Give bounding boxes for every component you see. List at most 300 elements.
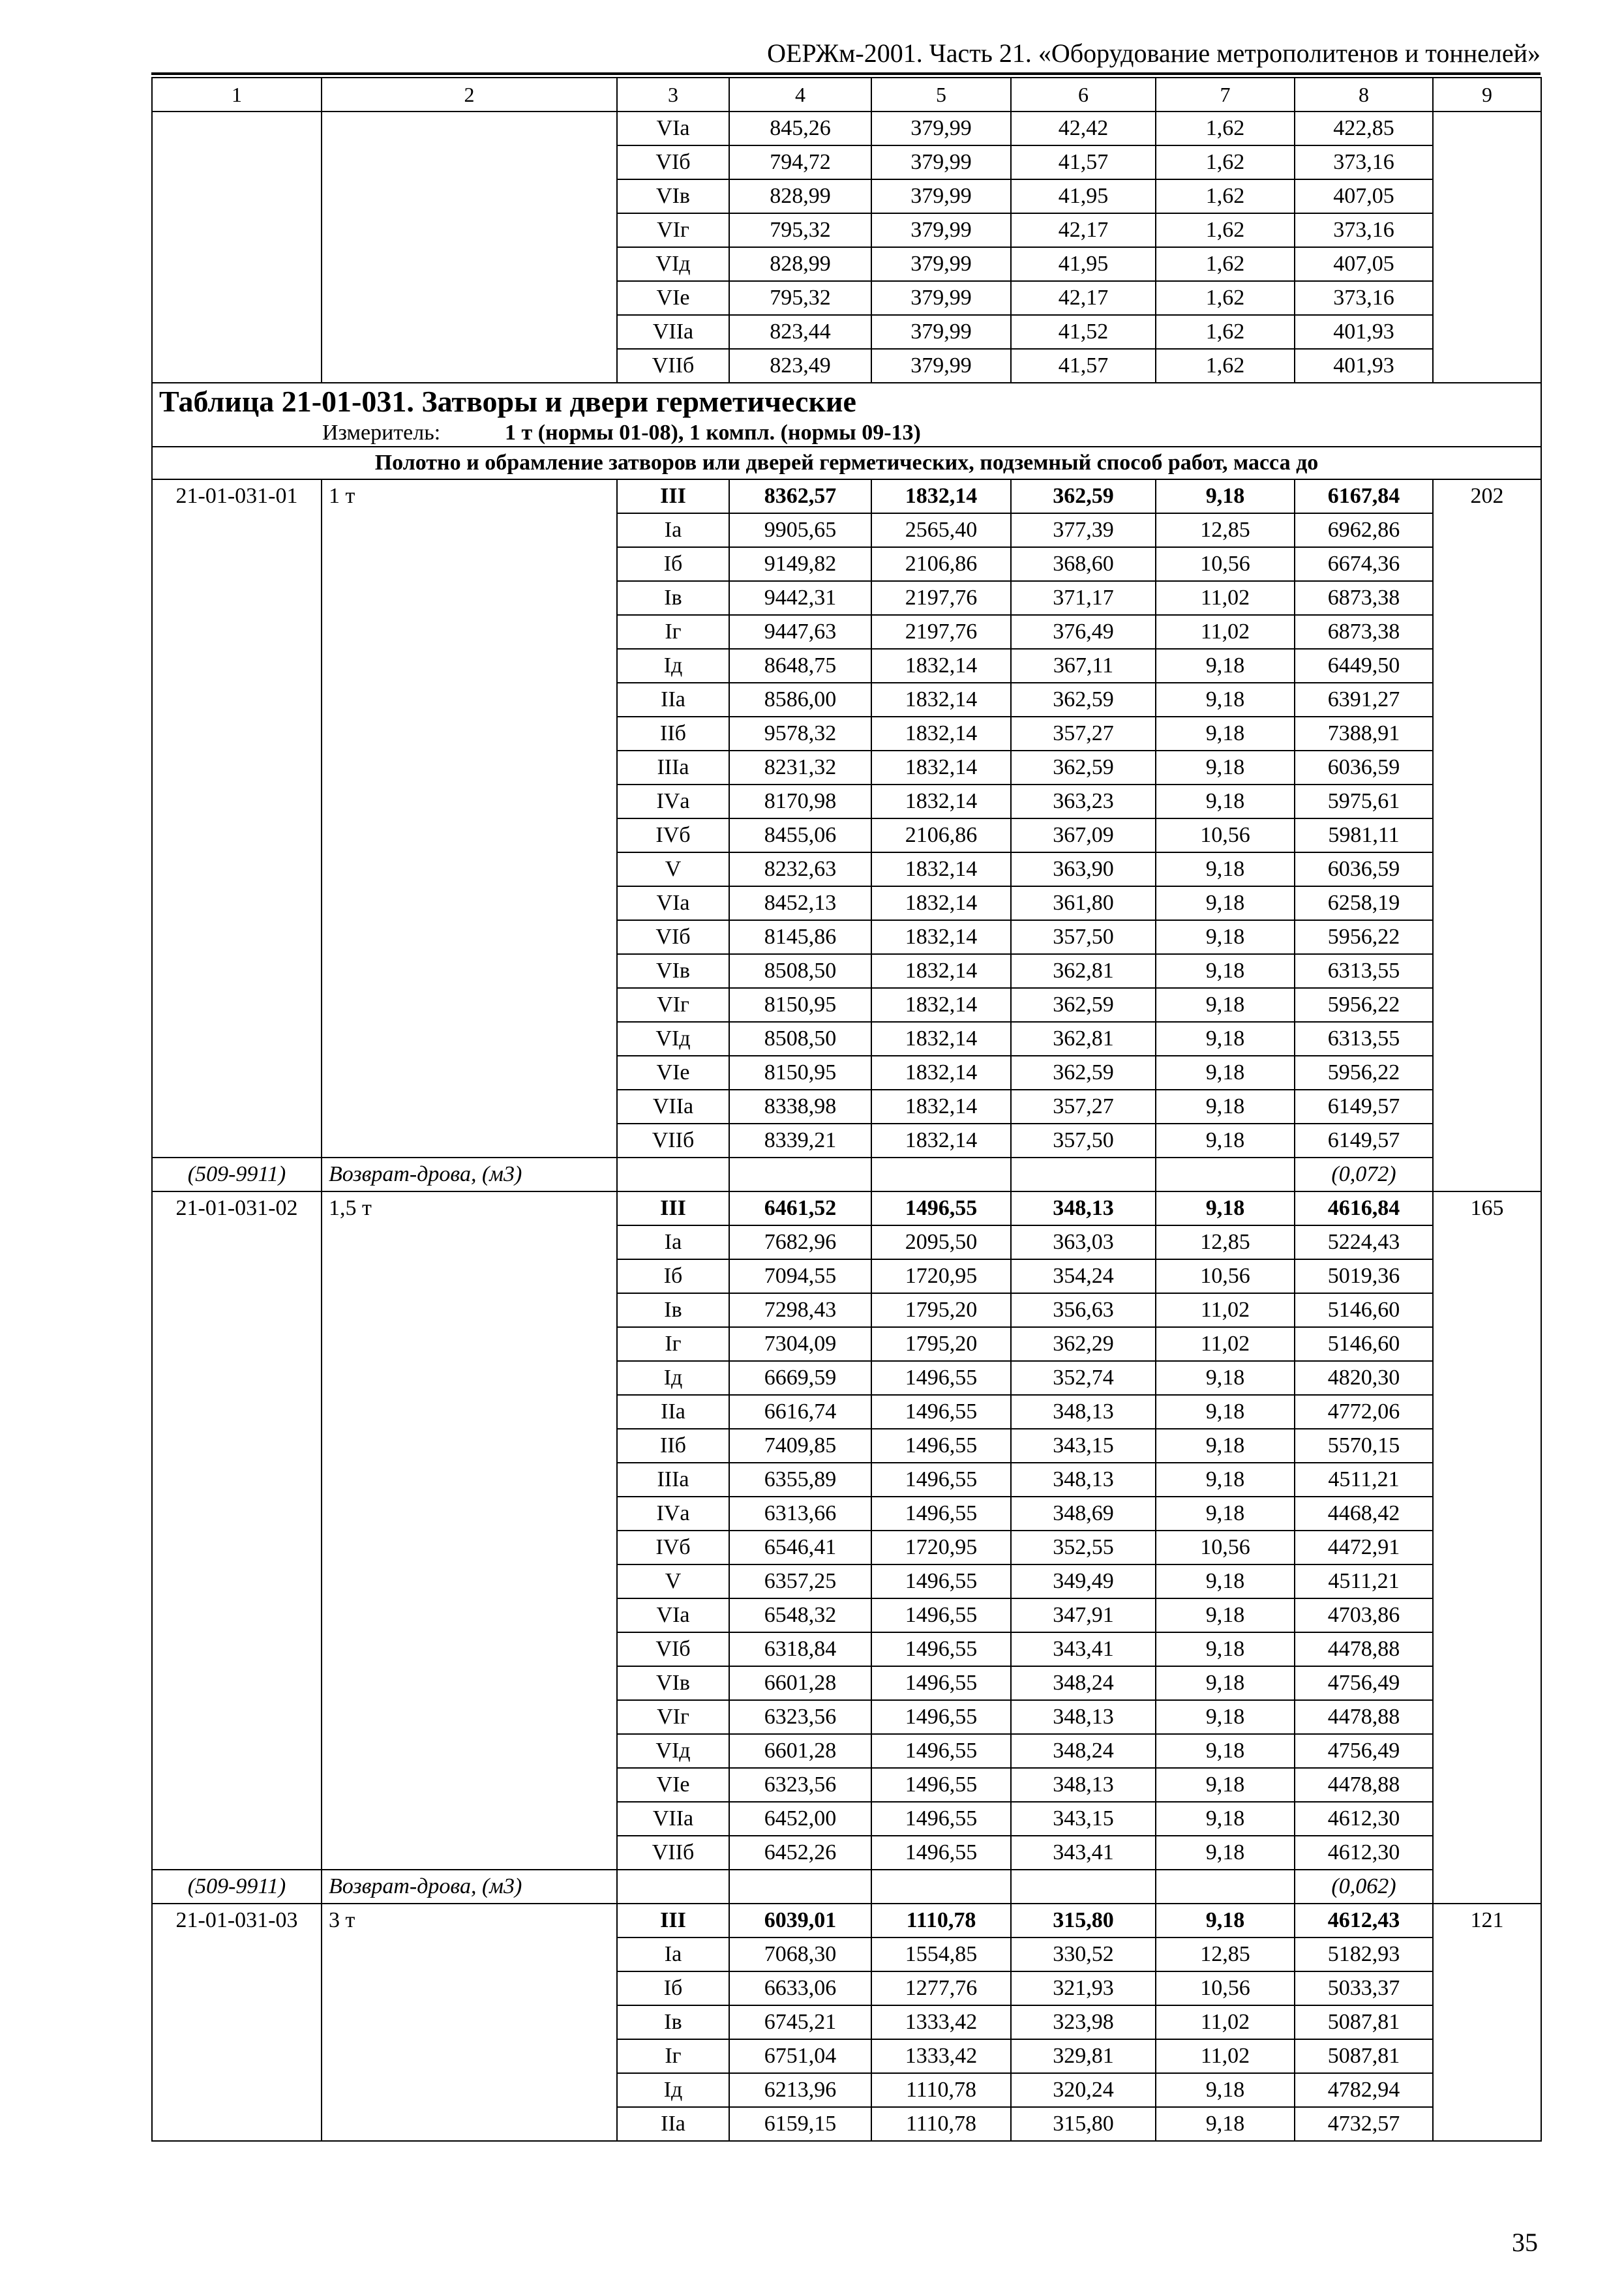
value-cell: 1720,95 [871,1259,1011,1293]
value-cell: 6036,59 [1295,751,1433,785]
value-cell: 10,56 [1156,547,1295,581]
empty-cell [1156,1158,1295,1191]
value-cell: 6258,19 [1295,886,1433,920]
value-cell: 356,63 [1011,1293,1156,1327]
value-cell: 373,16 [1295,281,1433,315]
value-cell: 9,18 [1156,2107,1295,2141]
zone-cell: IIа [617,2107,729,2141]
value-cell: 362,59 [1011,751,1156,785]
value-cell: 4612,30 [1295,1836,1433,1870]
value-cell: 5182,93 [1295,1937,1433,1971]
value-cell: 8231,32 [729,751,871,785]
zone-cell: Iб [617,1259,729,1293]
value-cell: 795,32 [729,281,871,315]
value-cell: 1832,14 [871,683,1011,717]
value-cell: 407,05 [1295,179,1433,213]
value-cell: 348,13 [1011,1395,1156,1429]
value-cell: 9,18 [1156,2073,1295,2107]
value-cell: 4703,86 [1295,1598,1433,1632]
value-cell: 401,93 [1295,315,1433,349]
value-cell: 1333,42 [871,2039,1011,2073]
value-cell: 354,24 [1011,1259,1156,1293]
value-cell: 5146,60 [1295,1327,1433,1361]
value-cell: 357,27 [1011,717,1156,751]
zone-cell: IVб [617,818,729,852]
zone-cell: VIIб [617,1124,729,1158]
value-cell: 6452,00 [729,1802,871,1836]
value-cell: 367,11 [1011,649,1156,683]
value-cell: 6745,21 [729,2005,871,2039]
value-cell: 1832,14 [871,1090,1011,1124]
norms-table [151,77,1542,2142]
empty-cell [871,1870,1011,1904]
zone-cell: VIа [617,886,729,920]
return-value: (0,072) [1295,1158,1433,1191]
zone-cell: Iа [617,513,729,547]
value-cell: 379,99 [871,315,1011,349]
value-cell: 1496,55 [871,1564,1011,1598]
value-cell: 2106,86 [871,818,1011,852]
value-cell: 6167,84 [1295,479,1433,513]
value-cell: 11,02 [1156,615,1295,649]
value-cell: 5146,60 [1295,1293,1433,1327]
value-cell: 8508,50 [729,1022,871,1056]
zone-cell: VIд [617,1022,729,1056]
value-cell: 379,99 [871,112,1011,145]
value-cell: 343,41 [1011,1632,1156,1666]
zone-cell: Iв [617,1293,729,1327]
zone-cell: VIIб [617,349,729,383]
return-row [152,1158,1541,1191]
value-cell: 9,18 [1156,1463,1295,1497]
value-cell: 5087,81 [1295,2039,1433,2073]
norms-table-body [152,78,1541,2141]
value-cell: 371,17 [1011,581,1156,615]
value-cell: 42,42 [1011,112,1156,145]
value-cell: 8150,95 [729,988,871,1022]
zone-cell: VIе [617,1056,729,1090]
zone-cell: VIд [617,247,729,281]
value-cell: 9,18 [1156,1191,1295,1225]
measure-label: Измеритель: [322,421,441,445]
value-cell: 9,18 [1156,1734,1295,1768]
value-cell: 2565,40 [871,513,1011,547]
value-cell: 1496,55 [871,1395,1011,1429]
value-cell: 7094,55 [729,1259,871,1293]
value-cell: 9,18 [1156,1904,1295,1937]
value-cell: 1,62 [1156,179,1295,213]
value-cell: 1832,14 [871,852,1011,886]
empty-cell [871,1158,1011,1191]
value-cell: 1496,55 [871,1598,1011,1632]
value-cell: 4756,49 [1295,1734,1433,1768]
value-cell: 1496,55 [871,1632,1011,1666]
value-cell: 1832,14 [871,1124,1011,1158]
value-cell: 362,29 [1011,1327,1156,1361]
value-cell: 379,99 [871,349,1011,383]
value-cell: 1,62 [1156,213,1295,247]
column-number: 1 [152,78,322,112]
value-cell: 8586,00 [729,683,871,717]
value-cell: 5956,22 [1295,920,1433,954]
value-cell: 5956,22 [1295,1056,1433,1090]
value-cell: 1496,55 [871,1361,1011,1395]
value-cell: 1496,55 [871,1734,1011,1768]
value-cell: 5087,81 [1295,2005,1433,2039]
value-cell: 4472,91 [1295,1531,1433,1564]
value-cell: 1832,14 [871,988,1011,1022]
value-cell: 11,02 [1156,1293,1295,1327]
column-number-row [152,78,1541,112]
value-cell: 1,62 [1156,112,1295,145]
value-cell: 362,59 [1011,988,1156,1022]
value-cell: 323,98 [1011,2005,1156,2039]
value-cell: 379,99 [871,179,1011,213]
value-cell: 379,99 [871,213,1011,247]
value-cell: 1496,55 [871,1497,1011,1531]
value-cell: 6355,89 [729,1463,871,1497]
value-cell: 357,50 [1011,920,1156,954]
value-cell: 9905,65 [729,513,871,547]
value-cell: 6601,28 [729,1734,871,1768]
value-cell: 1832,14 [871,1056,1011,1090]
norm-col9: 165 [1433,1191,1541,1904]
zone-cell: VIIа [617,315,729,349]
zone-cell: VIб [617,1632,729,1666]
value-cell: 8648,75 [729,649,871,683]
value-cell: 363,90 [1011,852,1156,886]
value-cell: 12,85 [1156,1225,1295,1259]
column-number: 4 [729,78,871,112]
zone-cell: IIIа [617,751,729,785]
zone-cell: Iв [617,2005,729,2039]
zone-cell: VIд [617,1734,729,1768]
value-cell: 1,62 [1156,247,1295,281]
value-cell: 8452,13 [729,886,871,920]
value-cell: 9,18 [1156,1564,1295,1598]
header-rule [151,72,1541,75]
value-cell: 343,41 [1011,1836,1156,1870]
zone-cell: VIв [617,1666,729,1700]
zone-cell: IVб [617,1531,729,1564]
value-cell: 9,18 [1156,1598,1295,1632]
empty-cell [617,1870,729,1904]
value-cell: 6391,27 [1295,683,1433,717]
zone-cell: Iг [617,1327,729,1361]
value-cell: 41,57 [1011,349,1156,383]
value-cell: 42,17 [1011,281,1156,315]
value-cell: 6213,96 [729,2073,871,2107]
value-cell: 1832,14 [871,920,1011,954]
empty-cell [1156,1870,1295,1904]
value-cell: 1496,55 [871,1191,1011,1225]
value-cell: 368,60 [1011,547,1156,581]
value-cell: 11,02 [1156,2039,1295,2073]
value-cell: 12,85 [1156,1937,1295,1971]
value-cell: 1333,42 [871,2005,1011,2039]
value-cell: 9447,63 [729,615,871,649]
value-cell: 4782,94 [1295,2073,1433,2107]
value-cell: 1277,76 [871,1971,1011,2005]
value-cell: 422,85 [1295,112,1433,145]
value-cell: 363,23 [1011,785,1156,818]
value-cell: 329,81 [1011,2039,1156,2073]
value-cell: 41,95 [1011,247,1156,281]
value-cell: 6633,06 [729,1971,871,2005]
zone-cell: VIе [617,1768,729,1802]
value-cell: 4756,49 [1295,1666,1433,1700]
table-row [152,112,1541,145]
value-cell: 9,18 [1156,1429,1295,1463]
value-cell: 1496,55 [871,1802,1011,1836]
value-cell: 9,18 [1156,886,1295,920]
value-cell: 823,44 [729,315,871,349]
value-cell: 41,57 [1011,145,1156,179]
value-cell: 376,49 [1011,615,1156,649]
column-number: 7 [1156,78,1295,112]
value-cell: 5033,37 [1295,1971,1433,2005]
value-cell: 6751,04 [729,2039,871,2073]
value-cell: 320,24 [1011,2073,1156,2107]
value-cell: 379,99 [871,247,1011,281]
zone-cell: IVа [617,1497,729,1531]
zone-cell: IIб [617,1429,729,1463]
value-cell: 10,56 [1156,1259,1295,1293]
column-number: 6 [1011,78,1156,112]
value-cell: 348,13 [1011,1463,1156,1497]
value-cell: 9,18 [1156,920,1295,954]
value-cell: 9,18 [1156,1802,1295,1836]
value-cell: 8362,57 [729,479,871,513]
value-cell: 1110,78 [871,1904,1011,1937]
value-cell: 373,16 [1295,145,1433,179]
value-cell: 10,56 [1156,1531,1295,1564]
value-cell: 348,69 [1011,1497,1156,1531]
return-row [152,1870,1541,1904]
zone-cell: V [617,852,729,886]
norm-name-cell [322,112,617,383]
zone-cell: IIIа [617,1463,729,1497]
value-cell: 9578,32 [729,717,871,751]
value-cell: 6546,41 [729,1531,871,1564]
zone-cell: VIв [617,179,729,213]
empty-cell [729,1158,871,1191]
column-number: 9 [1433,78,1541,112]
value-cell: 6159,15 [729,2107,871,2141]
value-cell: 348,13 [1011,1768,1156,1802]
value-cell: 330,52 [1011,1937,1156,1971]
value-cell: 9,18 [1156,683,1295,717]
value-cell: 6149,57 [1295,1090,1433,1124]
value-cell: 9,18 [1156,1090,1295,1124]
value-cell: 362,59 [1011,683,1156,717]
value-cell: 352,55 [1011,1531,1156,1564]
value-cell: 9,18 [1156,785,1295,818]
zone-cell: Iв [617,581,729,615]
column-number: 5 [871,78,1011,112]
zone-cell: VIа [617,1598,729,1632]
value-cell: 1110,78 [871,2107,1011,2141]
value-cell: 1832,14 [871,717,1011,751]
value-cell: 8170,98 [729,785,871,818]
value-cell: 348,13 [1011,1191,1156,1225]
value-cell: 9,18 [1156,1361,1295,1395]
value-cell: 6616,74 [729,1395,871,1429]
value-cell: 1496,55 [871,1429,1011,1463]
value-cell: 11,02 [1156,1327,1295,1361]
value-cell: 8455,06 [729,818,871,852]
zone-cell: Iа [617,1225,729,1259]
table-row [152,1191,1541,1225]
section-heading-row [152,447,1541,479]
value-cell: 6449,50 [1295,649,1433,683]
value-cell: 343,15 [1011,1802,1156,1836]
zone-cell: III [617,1904,729,1937]
value-cell: 5975,61 [1295,785,1433,818]
value-cell: 5570,15 [1295,1429,1433,1463]
value-cell: 7298,43 [729,1293,871,1327]
value-cell: 6313,55 [1295,1022,1433,1056]
value-cell: 1496,55 [871,1700,1011,1734]
value-cell: 4612,30 [1295,1802,1433,1836]
col9-cell [1433,112,1541,383]
value-cell: 6461,52 [729,1191,871,1225]
value-cell: 379,99 [871,281,1011,315]
value-cell: 6323,56 [729,1768,871,1802]
value-cell: 9,18 [1156,1632,1295,1666]
value-cell: 363,03 [1011,1225,1156,1259]
value-cell: 9,18 [1156,649,1295,683]
value-cell: 6313,55 [1295,954,1433,988]
value-cell: 9,18 [1156,1768,1295,1802]
zone-cell: Iг [617,2039,729,2073]
zone-cell: VIIб [617,1836,729,1870]
value-cell: 401,93 [1295,349,1433,383]
value-cell: 1832,14 [871,954,1011,988]
value-cell: 343,15 [1011,1429,1156,1463]
measure-row [152,420,1541,447]
norm-col9: 121 [1433,1904,1541,2141]
value-cell: 407,05 [1295,247,1433,281]
table-row [152,1904,1541,1937]
value-cell: 321,93 [1011,1971,1156,2005]
value-cell: 362,59 [1011,1056,1156,1090]
page-number: 35 [1512,2228,1538,2257]
value-cell: 9,18 [1156,717,1295,751]
value-cell: 9,18 [1156,1836,1295,1870]
zone-cell: VIб [617,920,729,954]
value-cell: 9,18 [1156,954,1295,988]
value-cell: 8338,98 [729,1090,871,1124]
zone-cell: Iд [617,649,729,683]
norm-code: 21-01-031-02 [152,1191,322,1870]
value-cell: 6452,26 [729,1836,871,1870]
value-cell: 2095,50 [871,1225,1011,1259]
value-cell: 1720,95 [871,1531,1011,1564]
value-cell: 794,72 [729,145,871,179]
zone-cell: VIг [617,988,729,1022]
norm-name: 1,5 т [322,1191,617,1870]
value-cell: 362,59 [1011,479,1156,513]
value-cell: 348,13 [1011,1700,1156,1734]
value-cell: 41,95 [1011,179,1156,213]
value-cell: 6039,01 [729,1904,871,1937]
value-cell: 6318,84 [729,1632,871,1666]
value-cell: 9149,82 [729,547,871,581]
value-cell: 7388,91 [1295,717,1433,751]
value-cell: 367,09 [1011,818,1156,852]
value-cell: 1554,85 [871,1937,1011,1971]
empty-cell [617,1158,729,1191]
zone-cell: VIв [617,954,729,988]
value-cell: 4478,88 [1295,1632,1433,1666]
value-cell: 348,24 [1011,1734,1156,1768]
value-cell: 361,80 [1011,886,1156,920]
value-cell: 348,24 [1011,1666,1156,1700]
empty-cell [729,1870,871,1904]
zone-cell: VIе [617,281,729,315]
value-cell: 9442,31 [729,581,871,615]
value-cell: 6601,28 [729,1666,871,1700]
value-cell: 6674,36 [1295,547,1433,581]
column-number: 2 [322,78,617,112]
value-cell: 4732,57 [1295,2107,1433,2141]
value-cell: 1,62 [1156,315,1295,349]
value-cell: 1496,55 [871,1666,1011,1700]
value-cell: 845,26 [729,112,871,145]
value-cell: 2197,76 [871,581,1011,615]
norm-code: 21-01-031-01 [152,479,322,1158]
zone-cell: V [617,1564,729,1598]
value-cell: 4616,84 [1295,1191,1433,1225]
value-cell: 828,99 [729,247,871,281]
value-cell: 7409,85 [729,1429,871,1463]
value-cell: 9,18 [1156,1395,1295,1429]
value-cell: 349,49 [1011,1564,1156,1598]
return-name: Возврат-дрова, (м3) [322,1158,617,1191]
value-cell: 4511,21 [1295,1463,1433,1497]
norm-name: 1 т [322,479,617,1158]
return-value: (0,062) [1295,1870,1433,1904]
value-cell: 10,56 [1156,1971,1295,2005]
empty-cell [1011,1870,1156,1904]
value-cell: 1110,78 [871,2073,1011,2107]
value-cell: 1832,14 [871,649,1011,683]
section-heading: Полотно и обрамление затворов или дверей герметических, подземный способ работ, масса до [152,447,1541,479]
empty-cell [1011,1158,1156,1191]
value-cell: 8145,86 [729,920,871,954]
norm-name: 3 т [322,1904,617,2141]
value-cell: 362,81 [1011,954,1156,988]
zone-cell: VIа [617,112,729,145]
value-cell: 1832,14 [871,886,1011,920]
value-cell: 12,85 [1156,513,1295,547]
zone-cell: IIб [617,717,729,751]
zone-cell: Iб [617,1971,729,2005]
zone-cell: Iг [617,615,729,649]
return-name: Возврат-дрова, (м3) [322,1870,617,1904]
value-cell: 4468,42 [1295,1497,1433,1531]
zone-cell: Iд [617,1361,729,1395]
zone-cell: VIIа [617,1090,729,1124]
zone-cell: IVа [617,785,729,818]
table-row [152,479,1541,513]
value-cell: 1,62 [1156,145,1295,179]
norm-col9: 202 [1433,479,1541,1191]
measure-cell [152,420,1541,447]
value-cell: 9,18 [1156,1497,1295,1531]
value-cell: 5956,22 [1295,988,1433,1022]
